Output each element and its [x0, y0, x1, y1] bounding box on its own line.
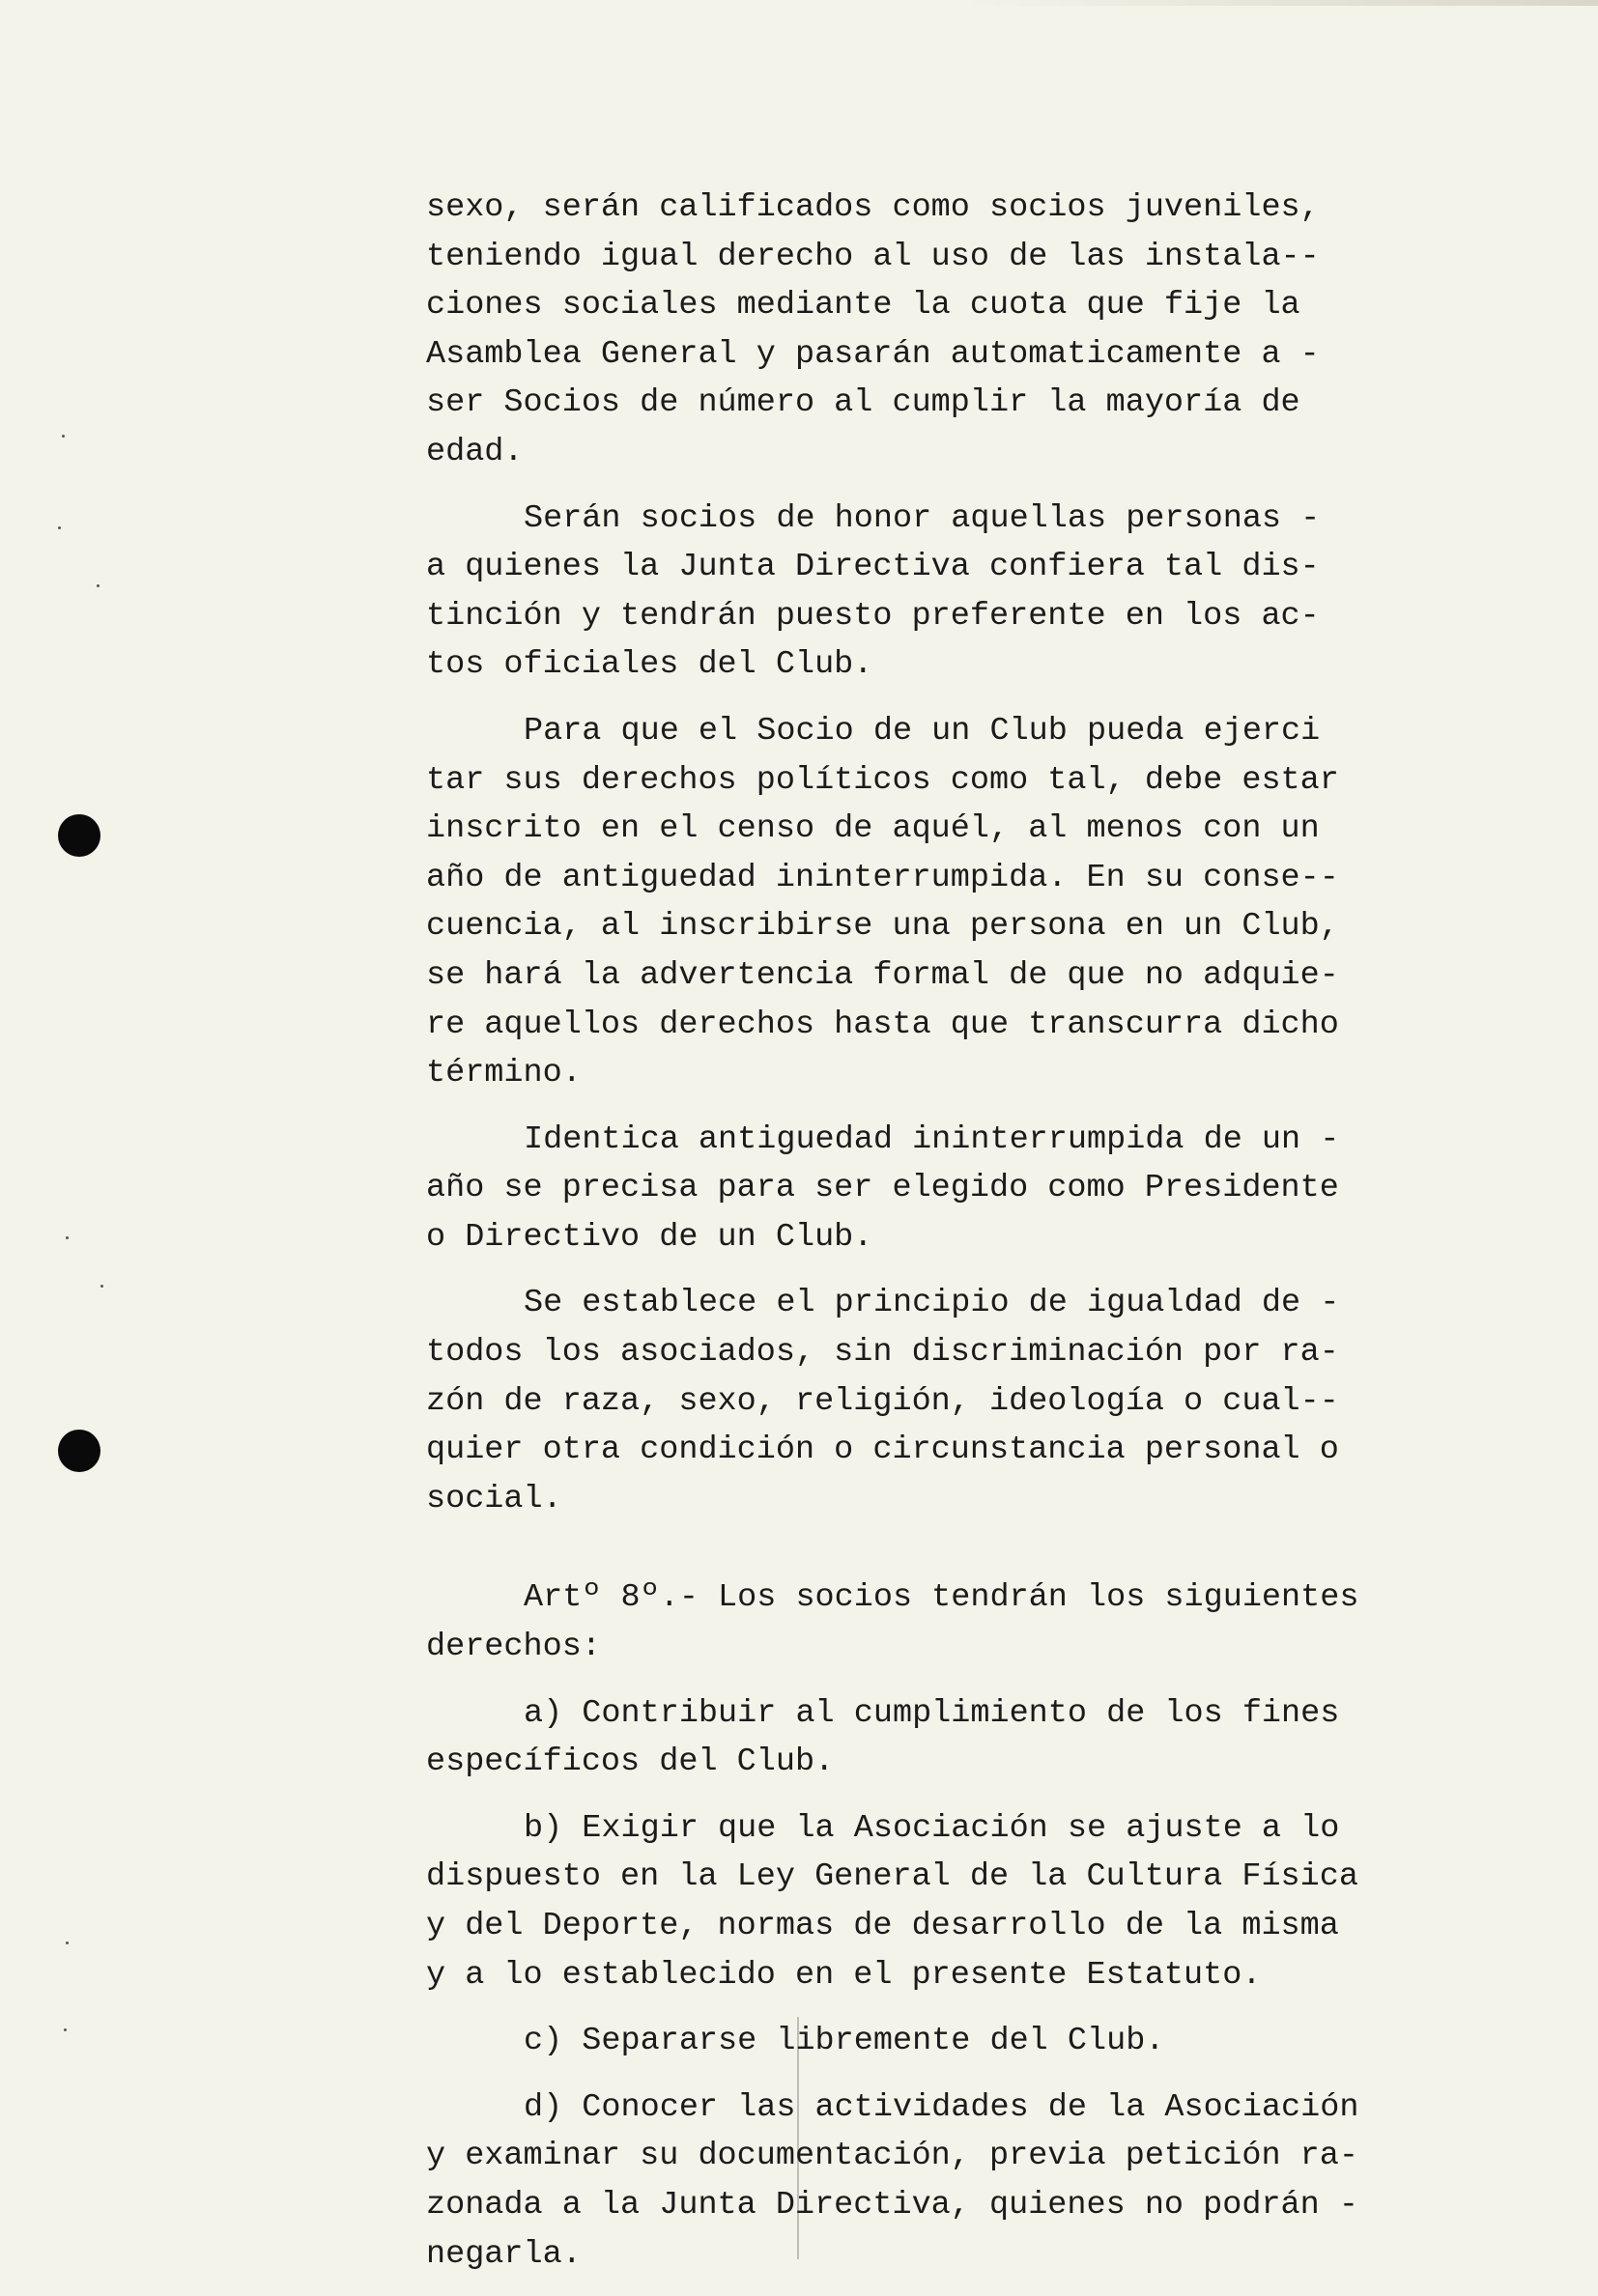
text-line: ser Socios de número al cumplir la mayoría de — [426, 384, 1300, 422]
text-line: derechos: — [426, 1629, 601, 1666]
paragraph — [426, 184, 1392, 477]
text-line: d) Conocer las actividades de la Asociación — [524, 2088, 1359, 2126]
text-line: Identica antiguedad ininterrumpida de un - — [524, 1120, 1340, 1158]
text-line: año se precisa para ser elegido como Presidente — [426, 1170, 1339, 1207]
text-line: se hará la advertencia formal de que no adquie- — [426, 956, 1339, 994]
paragraph — [426, 1279, 1392, 1523]
scan-speck — [62, 435, 65, 438]
text-line: o Directivo de un Club. — [426, 1218, 873, 1256]
text-line: y del Deporte, normas de desarrollo de la misma — [426, 1908, 1339, 1944]
paragraph — [426, 1689, 1392, 1787]
text-line: específicos del Club. — [426, 1743, 835, 1781]
text-line: inscrito en el censo de aquél, al menos con un — [426, 810, 1320, 848]
paragraph — [426, 2083, 1392, 2279]
paragraph — [426, 2017, 1392, 2066]
text-line: sexo, serán calificados como socios juveniles, — [426, 189, 1320, 226]
text-line: Asamblea General y pasarán automaticamente a - — [426, 335, 1320, 373]
paragraph — [426, 1804, 1392, 1999]
text-line: Artº 8º.- Los socios tendrán los siguientes — [524, 1579, 1359, 1617]
text-line: negarla. — [426, 2235, 582, 2273]
scan-speck — [64, 2028, 67, 2031]
scan-speck — [66, 1236, 69, 1239]
article-heading-paragraph — [426, 1573, 1392, 1671]
text-line: re aquellos derechos hasta que transcurra dicho — [426, 1006, 1339, 1043]
text-line: todos los asociados, sin discriminación por ra- — [426, 1334, 1339, 1372]
text-line: Serán socios de honor aquellas personas - — [524, 499, 1321, 537]
text-line: zón de raza, sexo, religión, ideología o cual-- — [426, 1382, 1339, 1420]
text-line: c) Separarse libremente del Club. — [524, 2023, 1165, 2060]
punch-hole-upper — [58, 814, 100, 857]
scan-speck — [58, 526, 61, 529]
text-line: Para que el Socio de un Club pueda ejerci — [524, 712, 1321, 750]
text-line: tos oficiales del Club. — [426, 646, 873, 684]
text-line: cuencia, al inscribirse una persona en un Club, — [426, 908, 1339, 946]
text-line: zonada a la Junta Directiva, quienes no podrán - — [426, 2186, 1358, 2224]
scan-speck — [66, 1942, 69, 1944]
text-line: a) Contribuir al cumplimiento de los fines — [524, 1694, 1340, 1732]
text-line: tar sus derechos políticos como tal, debe estar — [426, 761, 1339, 799]
document-body — [426, 184, 1392, 2296]
text-line: b) Exigir que la Asociación se ajuste a lo — [524, 1809, 1340, 1847]
text-line: edad. — [426, 433, 524, 470]
paragraph — [426, 707, 1392, 1098]
text-line: tinción y tendrán puesto preferente en los ac- — [426, 597, 1320, 635]
paragraph — [426, 1116, 1392, 1262]
scan-speck — [97, 584, 100, 587]
text-line: ciones sociales mediante la cuota que fije la — [426, 287, 1300, 325]
text-line: y a lo establecido en el presente Estatuto. — [426, 1956, 1262, 1994]
text-line: quier otra condición o circunstancia personal o — [426, 1431, 1339, 1469]
text-line: dispuesto en la Ley General de la Cultura Física — [426, 1858, 1358, 1896]
text-line: social. — [426, 1480, 562, 1517]
text-line: y examinar su documentación, previa petición ra- — [426, 2138, 1358, 2175]
text-line: teniendo igual derecho al uso de las instala-- — [426, 238, 1320, 275]
punch-hole-lower — [58, 1430, 100, 1472]
text-line: Se establece el principio de igualdad de - — [524, 1285, 1340, 1322]
text-line: a quienes la Junta Directiva confiera tal dis- — [426, 549, 1320, 586]
scan-speck — [100, 1285, 103, 1288]
text-line: año de antiguedad ininterrumpida. En su conse-- — [426, 859, 1339, 896]
paragraph — [426, 495, 1392, 690]
page-top-edge — [0, 0, 1598, 6]
text-line: término. — [426, 1055, 582, 1092]
